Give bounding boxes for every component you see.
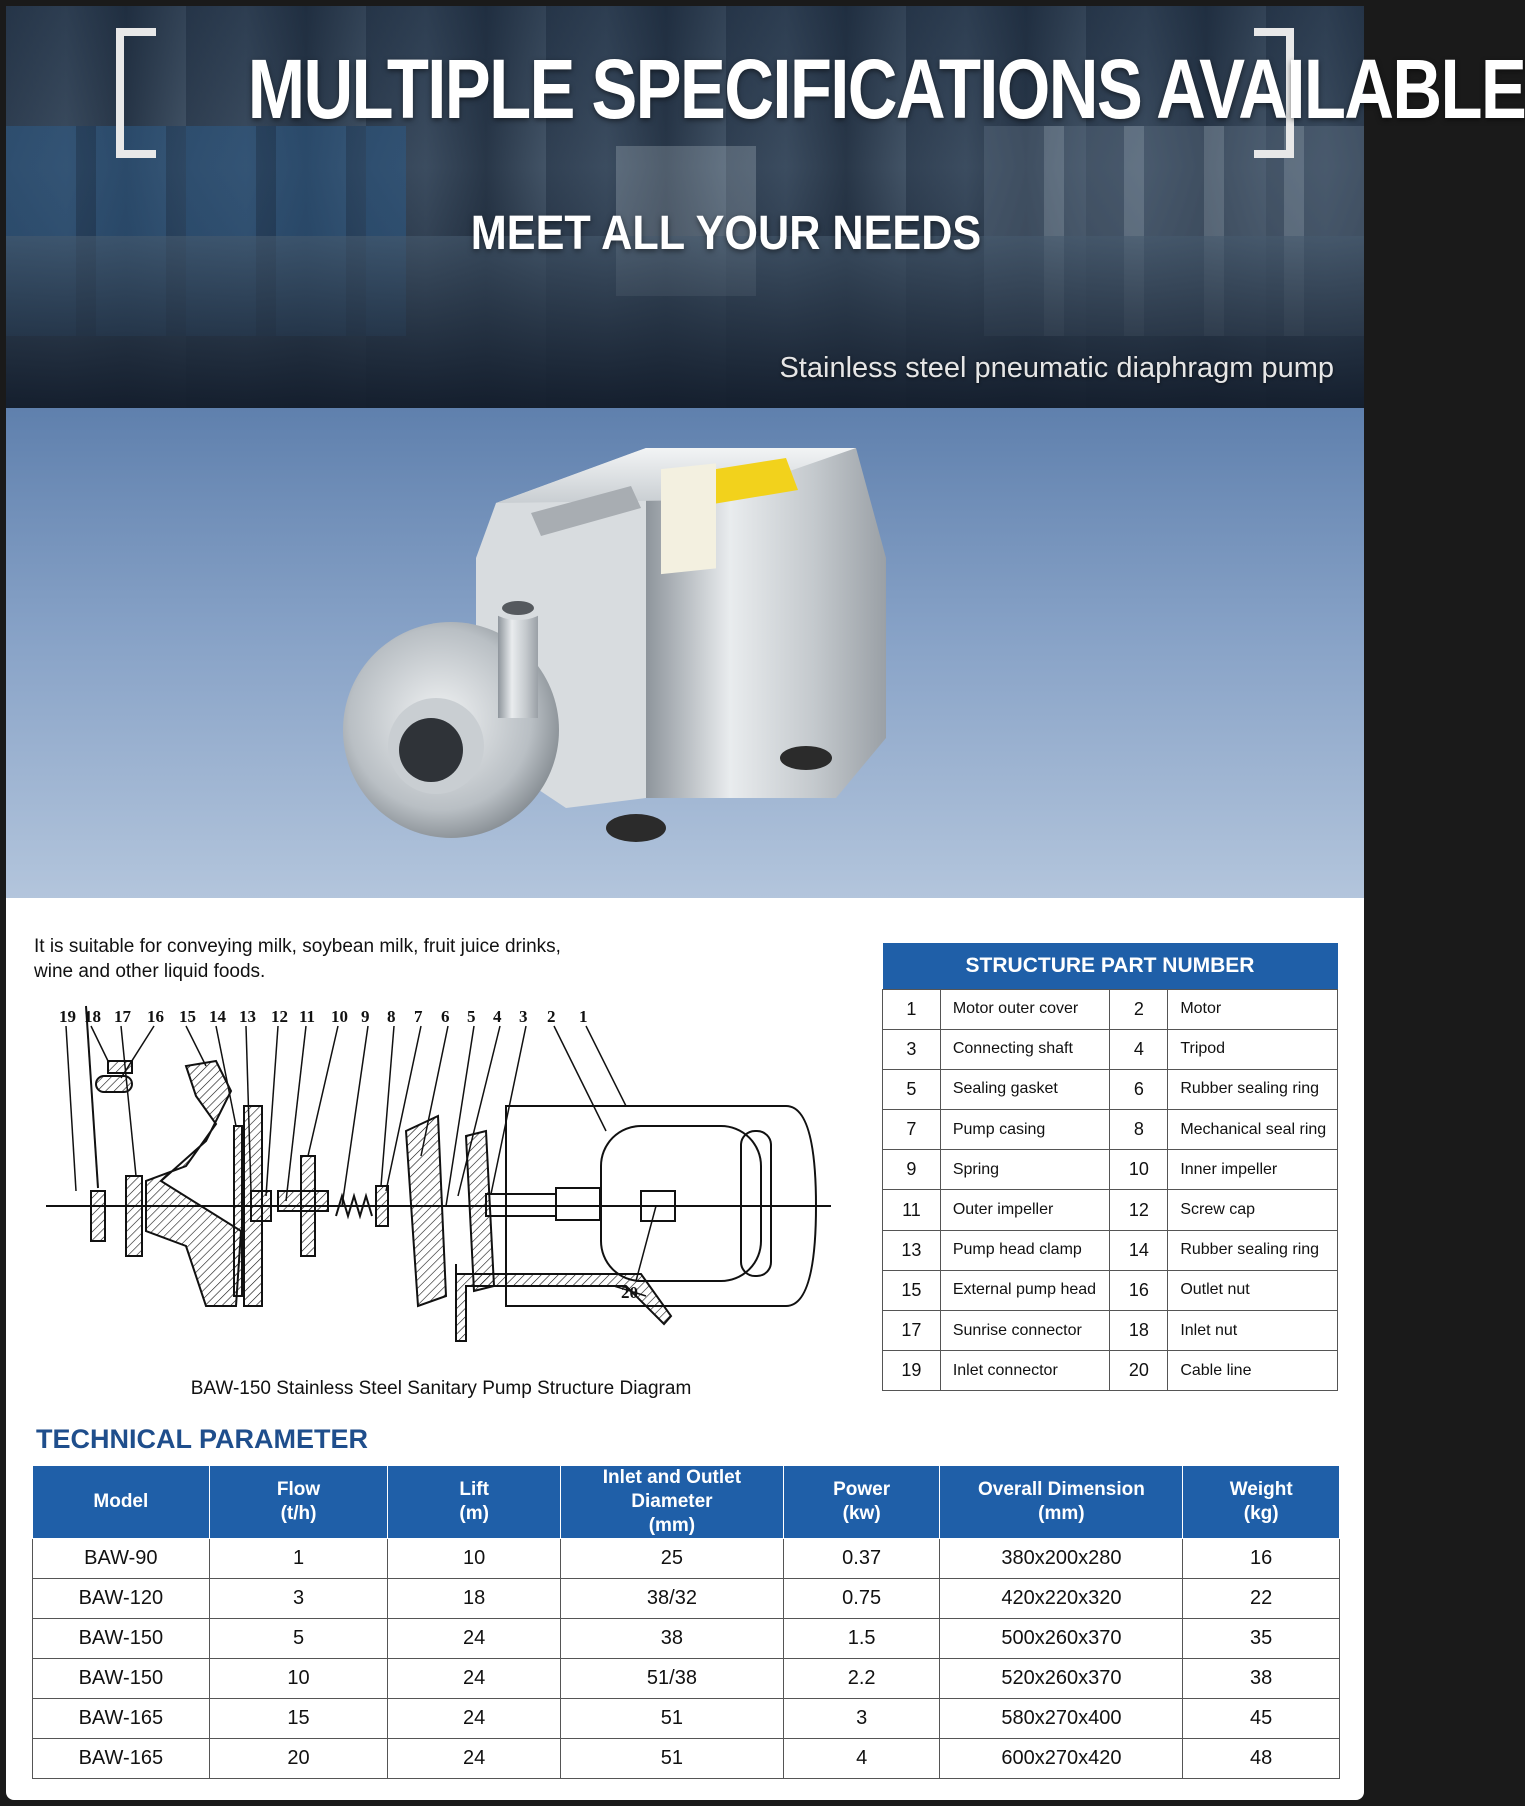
part-number: 6: [1110, 1069, 1168, 1109]
part-number: 18: [1110, 1311, 1168, 1351]
table-cell: BAW-165: [33, 1739, 210, 1779]
table-cell: 51/38: [561, 1659, 784, 1699]
diagram-label: 17: [114, 1007, 131, 1026]
table-cell: BAW-150: [33, 1619, 210, 1659]
column-header-unit: (mm): [1038, 1503, 1085, 1524]
part-number: 10: [1110, 1150, 1168, 1190]
table-cell: 380x200x280: [940, 1539, 1183, 1579]
column-header: [33, 1466, 210, 1539]
table-cell: 18: [388, 1579, 561, 1619]
part-name: Screw cap: [1168, 1190, 1338, 1230]
table-row: [33, 1739, 1340, 1779]
table-cell: 3: [783, 1699, 940, 1739]
structure-row: [883, 1029, 1338, 1069]
part-name: Inner impeller: [1168, 1150, 1338, 1190]
column-header: [940, 1466, 1183, 1539]
product-photo-area: [6, 408, 1364, 898]
table-cell: 420x220x320: [940, 1579, 1183, 1619]
table-cell: 15: [209, 1699, 388, 1739]
part-number: 14: [1110, 1230, 1168, 1270]
column-header-label: Power: [833, 1479, 891, 1500]
table-cell: 600x270x420: [940, 1739, 1183, 1779]
structure-row: [883, 1110, 1338, 1150]
column-header-unit: (kw): [842, 1503, 881, 1524]
table-cell: 51: [561, 1699, 784, 1739]
table-cell: 24: [388, 1659, 561, 1699]
part-name: Outer impeller: [940, 1190, 1110, 1230]
part-name: Tripod: [1168, 1029, 1338, 1069]
table-cell: 520x260x370: [940, 1659, 1183, 1699]
part-name: Connecting shaft: [940, 1029, 1110, 1069]
table-cell: 24: [388, 1699, 561, 1739]
table-row: [33, 1619, 1340, 1659]
part-name: Motor: [1168, 989, 1338, 1029]
column-header-label: Weight: [1229, 1479, 1293, 1500]
column-header: [561, 1466, 784, 1539]
description-line: It is suitable for conveying milk, soybean milk, fruit juice drinks,: [34, 936, 561, 957]
technical-title: TECHNICAL PARAMETER: [36, 1424, 369, 1454]
diagram-label: 9: [361, 1007, 370, 1026]
table-cell: 0.37: [783, 1539, 940, 1579]
page: [6, 6, 1525, 1800]
column-header-label: Model: [93, 1491, 149, 1512]
part-number: 5: [883, 1069, 941, 1109]
table-cell: BAW-165: [33, 1699, 210, 1739]
table-cell: 10: [209, 1659, 388, 1699]
diagram-label: 12: [271, 1007, 288, 1026]
table-cell: 45: [1183, 1699, 1340, 1739]
table-cell: 580x270x400: [940, 1699, 1183, 1739]
column-header: [1183, 1466, 1340, 1539]
table-row: [33, 1539, 1340, 1579]
column-header-unit: (kg): [1243, 1503, 1279, 1524]
diagram-label: 5: [467, 1007, 476, 1026]
column-header-label: Flow: [276, 1479, 321, 1500]
part-number: 15: [883, 1270, 941, 1310]
table-cell: 24: [388, 1619, 561, 1659]
part-number: 4: [1110, 1029, 1168, 1069]
description: [34, 934, 654, 984]
structure-row: [883, 1150, 1338, 1190]
diagram-label: 1: [579, 1007, 588, 1026]
part-name: Inlet connector: [940, 1351, 1110, 1391]
part-number: 19: [883, 1351, 941, 1391]
column-header-label: Lift: [459, 1479, 489, 1500]
diagram-label: 14: [209, 1007, 226, 1026]
part-name: Cable line: [1168, 1351, 1338, 1391]
bracket-left-decoration: [116, 28, 156, 158]
part-number: 2: [1110, 989, 1168, 1029]
hero-banner: [6, 6, 1525, 408]
part-name: External pump head: [940, 1270, 1110, 1310]
part-number: 16: [1110, 1270, 1168, 1310]
column-header-label: Overall Dimension: [977, 1479, 1145, 1500]
part-number: 13: [883, 1230, 941, 1270]
column-header: [388, 1466, 561, 1539]
structure-row: [883, 1351, 1338, 1391]
table-cell: 16: [1183, 1539, 1340, 1579]
diagram-label: 16: [147, 1007, 164, 1026]
table-cell: 22: [1183, 1579, 1340, 1619]
table-cell: 500x260x370: [940, 1619, 1183, 1659]
part-number: 11: [883, 1190, 941, 1230]
column-header-unit: (mm): [648, 1515, 696, 1536]
column-header-label: Inlet and Outlet Diameter: [602, 1467, 742, 1512]
table-cell: 38: [561, 1619, 784, 1659]
table-cell: 48: [1183, 1739, 1340, 1779]
diagram-label: 10: [331, 1007, 348, 1026]
column-header-unit: (t/h): [280, 1503, 317, 1524]
diagram-label: 7: [414, 1007, 423, 1026]
part-name: Rubber sealing ring: [1168, 1230, 1338, 1270]
diagram-label: 13: [239, 1007, 256, 1026]
tagline: Stainless steel pneumatic diaphragm pump: [779, 352, 1334, 384]
column-header: [783, 1466, 940, 1539]
technical-parameter-table: [32, 1465, 1340, 1779]
diagram-label: 11: [299, 1007, 316, 1026]
part-number: 12: [1110, 1190, 1168, 1230]
table-cell: BAW-120: [33, 1579, 210, 1619]
part-name: Pump head clamp: [940, 1230, 1110, 1270]
diagram-label: 2: [547, 1007, 556, 1026]
part-number: 1: [883, 989, 941, 1029]
part-number: 20: [1110, 1351, 1168, 1391]
part-number: 7: [883, 1110, 941, 1150]
part-number: 17: [883, 1311, 941, 1351]
column-header: [209, 1466, 388, 1539]
table-cell: 51: [561, 1739, 784, 1779]
part-name: Rubber sealing ring: [1168, 1069, 1338, 1109]
structure-part-table: [882, 943, 1338, 1391]
structure-table-title: STRUCTURE PART NUMBER: [883, 943, 1338, 989]
part-name: Spring: [940, 1150, 1110, 1190]
headline: MULTIPLE SPECIFICATIONS AVAILABLE: [247, 42, 1525, 136]
diagram-label: 18: [84, 1007, 101, 1026]
diagram-label: 20: [621, 1283, 638, 1302]
diagram-label: 19: [59, 1007, 76, 1026]
structure-row: [883, 989, 1338, 1029]
table-cell: 20: [209, 1739, 388, 1779]
part-name: Sealing gasket: [940, 1069, 1110, 1109]
column-header-unit: (m): [459, 1503, 489, 1524]
table-cell: 10: [388, 1539, 561, 1579]
structure-row: [883, 1230, 1338, 1270]
table-cell: 38: [1183, 1659, 1340, 1699]
subhead: MEET ALL YOUR NEEDS: [470, 207, 982, 260]
part-name: Mechanical seal ring: [1168, 1110, 1338, 1150]
table-cell: 0.75: [783, 1579, 940, 1619]
table-cell: 1.5: [783, 1619, 940, 1659]
structure-row: [883, 1069, 1338, 1109]
pump-photo: [6, 408, 1364, 898]
part-number: 9: [883, 1150, 941, 1190]
table-cell: 24: [388, 1739, 561, 1779]
table-cell: BAW-90: [33, 1539, 210, 1579]
part-name: Pump casing: [940, 1110, 1110, 1150]
part-name: Inlet nut: [1168, 1311, 1338, 1351]
part-name: Sunrise connector: [940, 1311, 1110, 1351]
part-name: Outlet nut: [1168, 1270, 1338, 1310]
diagram-caption: BAW-150 Stainless Steel Sanitary Pump Structure Diagram: [190, 1378, 692, 1399]
table-row: [33, 1699, 1340, 1739]
diagram-label: 4: [493, 1007, 502, 1026]
part-name: Motor outer cover: [940, 989, 1110, 1029]
structure-row: [883, 1311, 1338, 1351]
diagram-label: 3: [519, 1007, 528, 1026]
table-cell: 2.2: [783, 1659, 940, 1699]
table-cell: BAW-150: [33, 1659, 210, 1699]
part-number: 8: [1110, 1110, 1168, 1150]
diagram-label: 15: [179, 1007, 196, 1026]
table-cell: 3: [209, 1579, 388, 1619]
diagram-label: 6: [441, 1007, 450, 1026]
table-cell: 38/32: [561, 1579, 784, 1619]
description-line: wine and other liquid foods.: [34, 961, 266, 982]
structure-diagram: [46, 1006, 846, 1351]
table-row: [33, 1659, 1340, 1699]
table-cell: 25: [561, 1539, 784, 1579]
table-cell: 5: [209, 1619, 388, 1659]
table-cell: 1: [209, 1539, 388, 1579]
diagram-label: 8: [387, 1007, 396, 1026]
part-number: 3: [883, 1029, 941, 1069]
structure-row: [883, 1190, 1338, 1230]
structure-row: [883, 1270, 1338, 1310]
table-row: [33, 1579, 1340, 1619]
table-cell: 4: [783, 1739, 940, 1779]
table-cell: 35: [1183, 1619, 1340, 1659]
